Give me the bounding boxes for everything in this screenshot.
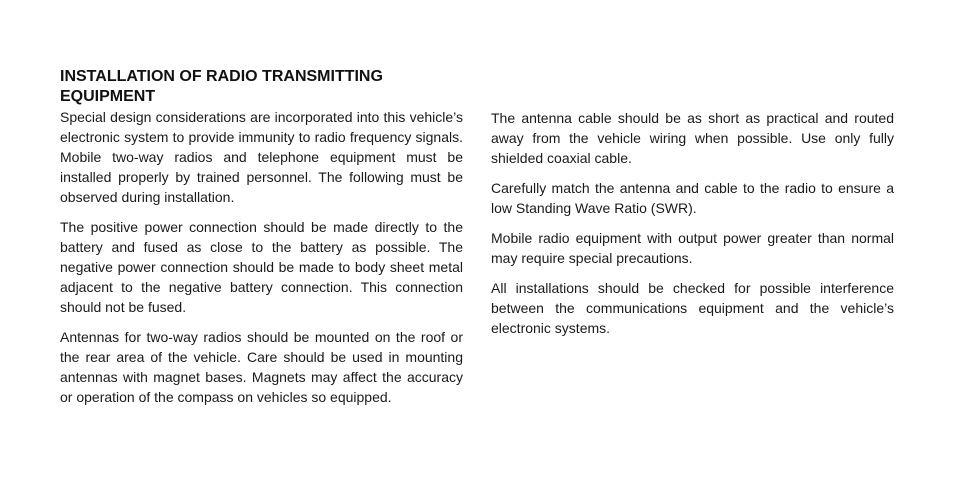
paragraph-output-power: Mobile radio equipment with output power greater than normal may require special precautions.: [491, 230, 894, 266]
paragraph-immunity: Special design considerations are incorporated into this vehicle’s electronic system to provide immunity to radio frequency signals. Mobile two-way radios and telephone equipment must be installed properly by trained personnel. The following must be observed during installation.: [60, 109, 463, 205]
left-column: [60, 67, 463, 417]
paragraph-antenna-cable: The antenna cable should be as short as practical and routed away from the vehicle wiring when possible. Use only fully shielded coaxial cable.: [491, 110, 894, 166]
right-column: [491, 67, 894, 417]
section-heading: INSTALLATION OF RADIO TRANSMITTING EQUIPMENT: [60, 68, 383, 105]
paragraph-interference-check: All installations should be checked for possible interference between the communications equipment and the vehicle’s electronic systems.: [491, 280, 894, 336]
document-page: [60, 67, 894, 417]
paragraph-power-connection: The positive power connection should be made directly to the battery and fused as close to the battery as possible. The negative power connection should be made to body sheet metal adjacent to the negative battery connection. This connection should not be fused.: [60, 219, 463, 315]
paragraph-swr: Carefully match the antenna and cable to the radio to ensure a low Standing Wave Ratio (SWR).: [491, 180, 894, 216]
paragraph-antenna-mounting: Antennas for two-way radios should be mounted on the roof or the rear area of the vehicle. Care should be used in mounting antennas with magnet bases. Magnets may affect the accuracy or operation of the compass on vehicles so equipped.: [60, 329, 463, 405]
